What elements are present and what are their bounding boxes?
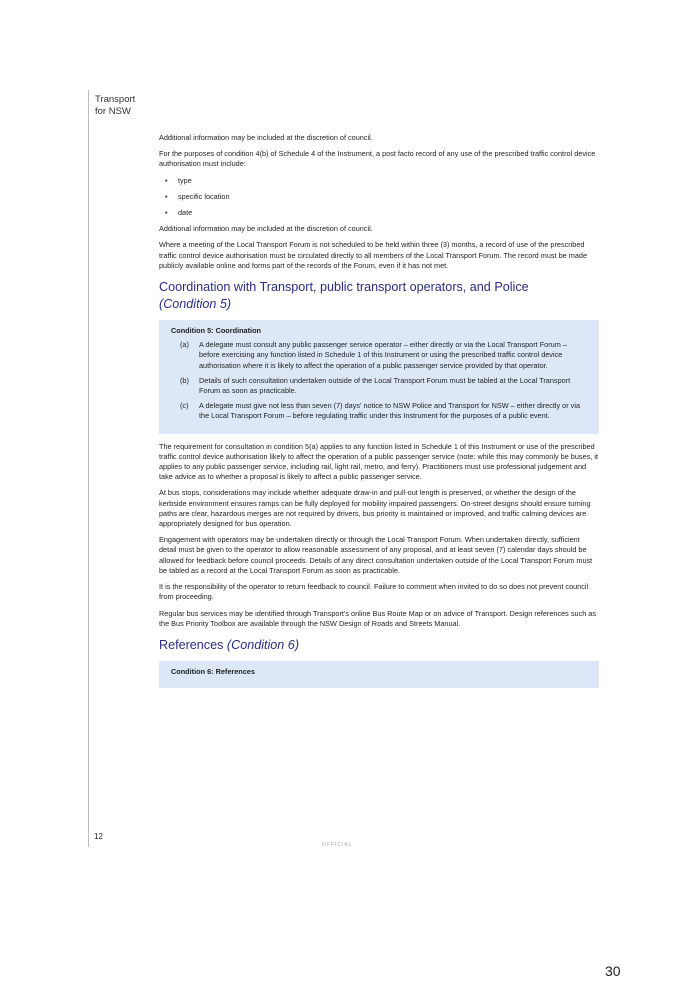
sheet-number: 30 bbox=[605, 963, 621, 979]
condition-item-letter: (a) bbox=[180, 340, 189, 350]
margin-rule bbox=[88, 90, 89, 847]
paragraph: Additional information may be included at the discretion of council. bbox=[159, 133, 373, 142]
condition-6-box bbox=[159, 661, 599, 688]
bullet-icon: • bbox=[165, 175, 168, 185]
condition-5-box bbox=[159, 320, 599, 434]
list-item-text: specific location bbox=[178, 191, 230, 201]
list-item-text: type bbox=[178, 175, 192, 185]
condition-item bbox=[171, 340, 599, 371]
paragraph: The requirement for consultation in condition 5(a) applies to any function listed in Schedule 1 of this Instrument or use of the prescribed traffic control device authorisation likely to affect the operation of a public passenger service (note: while this may commonly be buses, it applies to any public passenger service, including rail, light rail, metro, and ferry). Practitioners must use professional judgement and take advice as to whether a proposal is likely to affect a public passenger service. bbox=[159, 441, 598, 482]
list-item-text: date bbox=[178, 208, 193, 218]
classification-label: OFFICIAL bbox=[322, 842, 353, 848]
list-item bbox=[159, 192, 599, 202]
condition-box-title: Condition 5: Coordination bbox=[171, 326, 261, 336]
list-item bbox=[159, 208, 599, 218]
page-content bbox=[159, 133, 599, 696]
heading-text: Coordination with Transport, public transport operators, and Police bbox=[159, 280, 529, 295]
bullet-icon: • bbox=[165, 191, 168, 201]
heading-condition-ref: (Condition 6) bbox=[226, 637, 300, 652]
condition-item-text: A delegate must give not less than seven (7) days' notice to NSW Police and Transport for NSW – either directly or via the Local Transport Forum – before regulating traffic under this Instrument for the purposes of a public event. bbox=[199, 401, 581, 421]
condition-item-text: A delegate must consult any public passenger service operator – either directly or via the Local Transport Forum – before exercising any function listed in Schedule 1 of this Instrument or using the prescribed traffic control device authorisation where it is likely to affect the operation of a public passenger service provided by that operator. bbox=[199, 340, 567, 370]
brand-line-2: for NSW bbox=[95, 105, 131, 117]
heading-text: References bbox=[159, 637, 224, 652]
bullet-list bbox=[159, 176, 599, 219]
paragraph: Where a meeting of the Local Transport Forum is not scheduled to be held within three (3) months, a record of use of the prescribed traffic control device authorisation must be circulated directly to all members of the Local Transport Forum. The record must be made publicly available online and forms part of the records of the Forum, even if it has not met. bbox=[159, 240, 588, 270]
condition-item-letter: (c) bbox=[180, 401, 189, 411]
condition-item-text: Details of such consultation undertaken outside of the Local Transport Forum must be tabled at the Local Transport Forum as soon as practicable. bbox=[199, 375, 571, 396]
heading-condition-ref: (Condition 5) bbox=[159, 297, 232, 312]
section-heading-coordination bbox=[159, 279, 599, 313]
paragraph: Regular bus services may be identified through Transport's online Bus Route Map or on advice of Transport. Design references such as the Bus Priority Toolbox are available through the NSW Design of Roads and Streets Manual. bbox=[159, 608, 597, 628]
paragraph: It is the responsibility of the operator to return feedback to council. Failure to comment when invited to do so does not prevent council from proceeding. bbox=[159, 582, 589, 602]
condition-item bbox=[171, 376, 599, 396]
condition-item bbox=[171, 401, 599, 421]
page-number: 12 bbox=[94, 832, 103, 841]
paragraph: For the purposes of condition 4(b) of Schedule 4 of the Instrument, a post facto record of any use of the prescribed traffic control device authorisation must include: bbox=[159, 149, 596, 169]
brand-logo-text bbox=[95, 94, 135, 117]
list-item bbox=[159, 176, 599, 186]
condition-list bbox=[171, 340, 599, 421]
paragraph: Engagement with operators may be undertaken directly or through the Local Transport Forum. When undertaken directly, sufficient detail must be given to the operator to allow reasonable assessment of any proposal, and at least seven (7) calendar days should be allowed for feedback before council proceeds. Details of any direct consultation undertaken outside of the Local Transport Forum must be tabled as a record at the Local Transport Forum as soon as practicable. bbox=[159, 535, 593, 575]
section-heading-references bbox=[159, 637, 599, 654]
condition-item-letter: (b) bbox=[180, 375, 189, 385]
brand-line-1: Transport bbox=[95, 94, 136, 105]
bullet-icon: • bbox=[165, 208, 168, 218]
paragraph: Additional information may be included at the discretion of council. bbox=[159, 224, 373, 234]
paragraph: At bus stops, considerations may include whether adequate draw-in and pull-out length is preserved, or whether the design of the kerbside environment ensures ramps can be fully deployed for mobility impaired passengers. On-street designs should ensure turning paths are clear, hazardous merges are not required by drivers, bus priority is maintained or improved, and traffic calming devices are appropriately designed for bus operation. bbox=[159, 488, 591, 529]
condition-box-title: Condition 6: References bbox=[171, 666, 255, 676]
